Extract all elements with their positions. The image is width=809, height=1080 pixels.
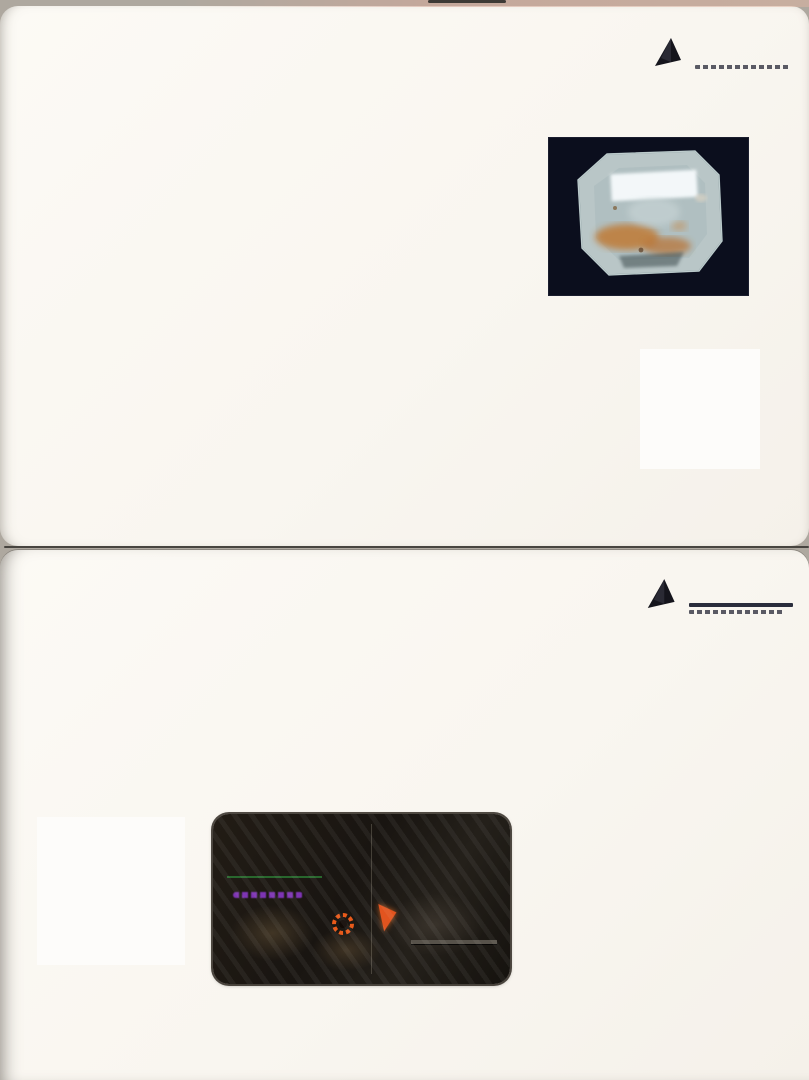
hologram-divider bbox=[371, 824, 372, 974]
hologram-flower-icon bbox=[317, 898, 369, 950]
iigj-logo-bar bbox=[689, 603, 793, 607]
gjepc-sunburst-icon bbox=[26, 578, 88, 640]
iigj-sparkle-icon bbox=[631, 32, 693, 98]
report-card-front bbox=[0, 6, 809, 546]
gem-photo bbox=[549, 138, 748, 295]
iigj-logo-tagline bbox=[695, 65, 791, 69]
lab-address-block bbox=[0, 590, 809, 599]
gjepc-logo-back bbox=[18, 578, 88, 640]
report-card-back bbox=[0, 550, 809, 1080]
disclaimer-qr-code bbox=[37, 817, 185, 965]
hologram-sticker bbox=[213, 814, 510, 984]
verify-qr-code bbox=[640, 349, 760, 469]
gjepc-logo bbox=[24, 34, 98, 100]
hologram-script-mark bbox=[233, 892, 303, 898]
iigj-logo bbox=[631, 32, 791, 98]
hologram-green-streak bbox=[227, 876, 322, 878]
scan-edge-mark bbox=[428, 0, 506, 3]
iigj-logo-tagline bbox=[689, 610, 785, 614]
iigj-logo-back bbox=[623, 572, 793, 642]
gjepc-sunburst-icon bbox=[32, 34, 98, 100]
hologram-triangle-icon bbox=[378, 901, 399, 932]
report-header-row bbox=[0, 105, 809, 137]
hologram-iigj-bar bbox=[411, 940, 497, 944]
iigj-sparkle-icon bbox=[623, 572, 687, 642]
card-seam bbox=[4, 546, 809, 548]
gem-image bbox=[549, 138, 748, 295]
